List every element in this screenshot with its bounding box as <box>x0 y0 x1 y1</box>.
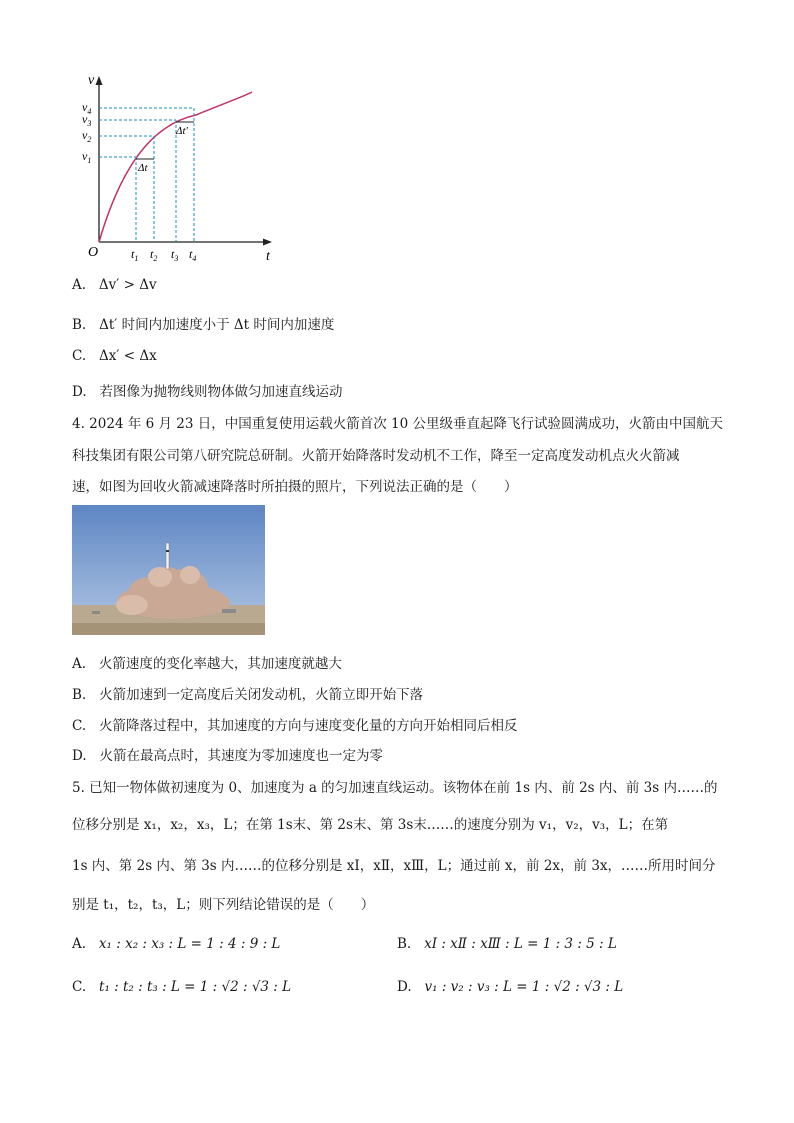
v2-label: $v_2$ <box>82 128 92 144</box>
q3-option-c: C. Δx′ < Δx <box>72 348 157 364</box>
q3-option-d: D. 若图像为抛物线则物体做匀加速直线运动 <box>72 384 343 400</box>
q5-option-c: C. t₁ : t₂ : t₃ : L = 1 : √2 : √3 : L <box>72 979 292 995</box>
v-axis-label: v <box>88 73 95 88</box>
delta-t-label: Δt <box>138 162 148 174</box>
q5-stem-line-4: 别是 t₁，t₂，t₃，L；则下列结论错误的是（ ） <box>72 897 375 913</box>
t-axis-label: t <box>266 249 270 264</box>
velocity-time-graph <box>70 70 290 270</box>
q4-option-d: D. 火箭在最高点时，其速度为零加速度也一定为零 <box>72 748 384 764</box>
v1-label: $v_1$ <box>82 149 92 165</box>
t4-label: $t_4$ <box>189 247 197 263</box>
q5-option-a: A. x₁ : x₂ : x₃ : L = 1 : 4 : 9 : L <box>72 936 281 952</box>
v4-label: $v_4$ <box>82 100 92 116</box>
delta-t-prime-label: Δt′ <box>176 125 188 137</box>
q4-option-a: A. 火箭速度的变化率越大，其加速度就越大 <box>72 656 342 672</box>
t2-label: $t_2$ <box>150 247 158 263</box>
q5-option-d: D. v₁ : v₂ : v₃ : L = 1 : √2 : √3 : L <box>397 979 624 995</box>
t1-label: $t_1$ <box>131 247 139 263</box>
q3-option-a: A. Δv′ > Δv <box>72 277 157 293</box>
rocket-landing-photo <box>72 505 265 635</box>
q4-option-c: C. 火箭降落过程中，其加速度的方向与速度变化量的方向开始相同后相反 <box>72 718 518 734</box>
origin-label: O <box>88 245 99 260</box>
q4-stem-line-3: 速，如图为回收火箭减速降落时所拍摄的照片，下列说法正确的是（ ） <box>72 479 518 495</box>
q5-stem-line-1: 5. 已知一物体做初速度为 0、加速度为 a 的匀加速直线运动。该物体在前 1s 内、前 2s 内、前 3s 内……的 <box>72 780 718 796</box>
q4-option-b: B. 火箭加速到一定高度后关闭发动机，火箭立即开始下落 <box>72 687 424 703</box>
v3-label: $v_3$ <box>82 112 92 128</box>
q5-stem-line-3: 1s 内、第 2s 内、第 3s 内……的位移分别是 xⅠ，xⅡ，xⅢ，L；通过前 x，前 2x，前 3x，……所用时间分 <box>72 858 716 874</box>
q4-stem-line-1: 4. 2024 年 6 月 23 日，中国重复使用运载火箭首次 10 公里级垂直起降飞行试验圆满成功，火箭由中国航天 <box>72 416 724 432</box>
q3-option-b: B. Δt′ 时间内加速度小于 Δt 时间内加速度 <box>72 317 335 333</box>
q5-option-b: B. xⅠ : xⅡ : xⅢ : L = 1 : 3 : 5 : L <box>397 936 617 952</box>
q5-stem-line-2: 位移分别是 x₁，x₂，x₃，L；在第 1s末、第 2s末、第 3s末……的速度分别为 v₁，v₂，v₃，L；在第 <box>72 817 669 833</box>
v-axis-arrow <box>96 76 103 85</box>
q4-stem-line-2: 科技集团有限公司第八研究院总研制。火箭开始降落时发动机不工作，降至一定高度发动机点火火箭减 <box>72 448 680 464</box>
t3-label: $t_3$ <box>171 247 179 263</box>
t-axis-arrow <box>263 239 272 246</box>
